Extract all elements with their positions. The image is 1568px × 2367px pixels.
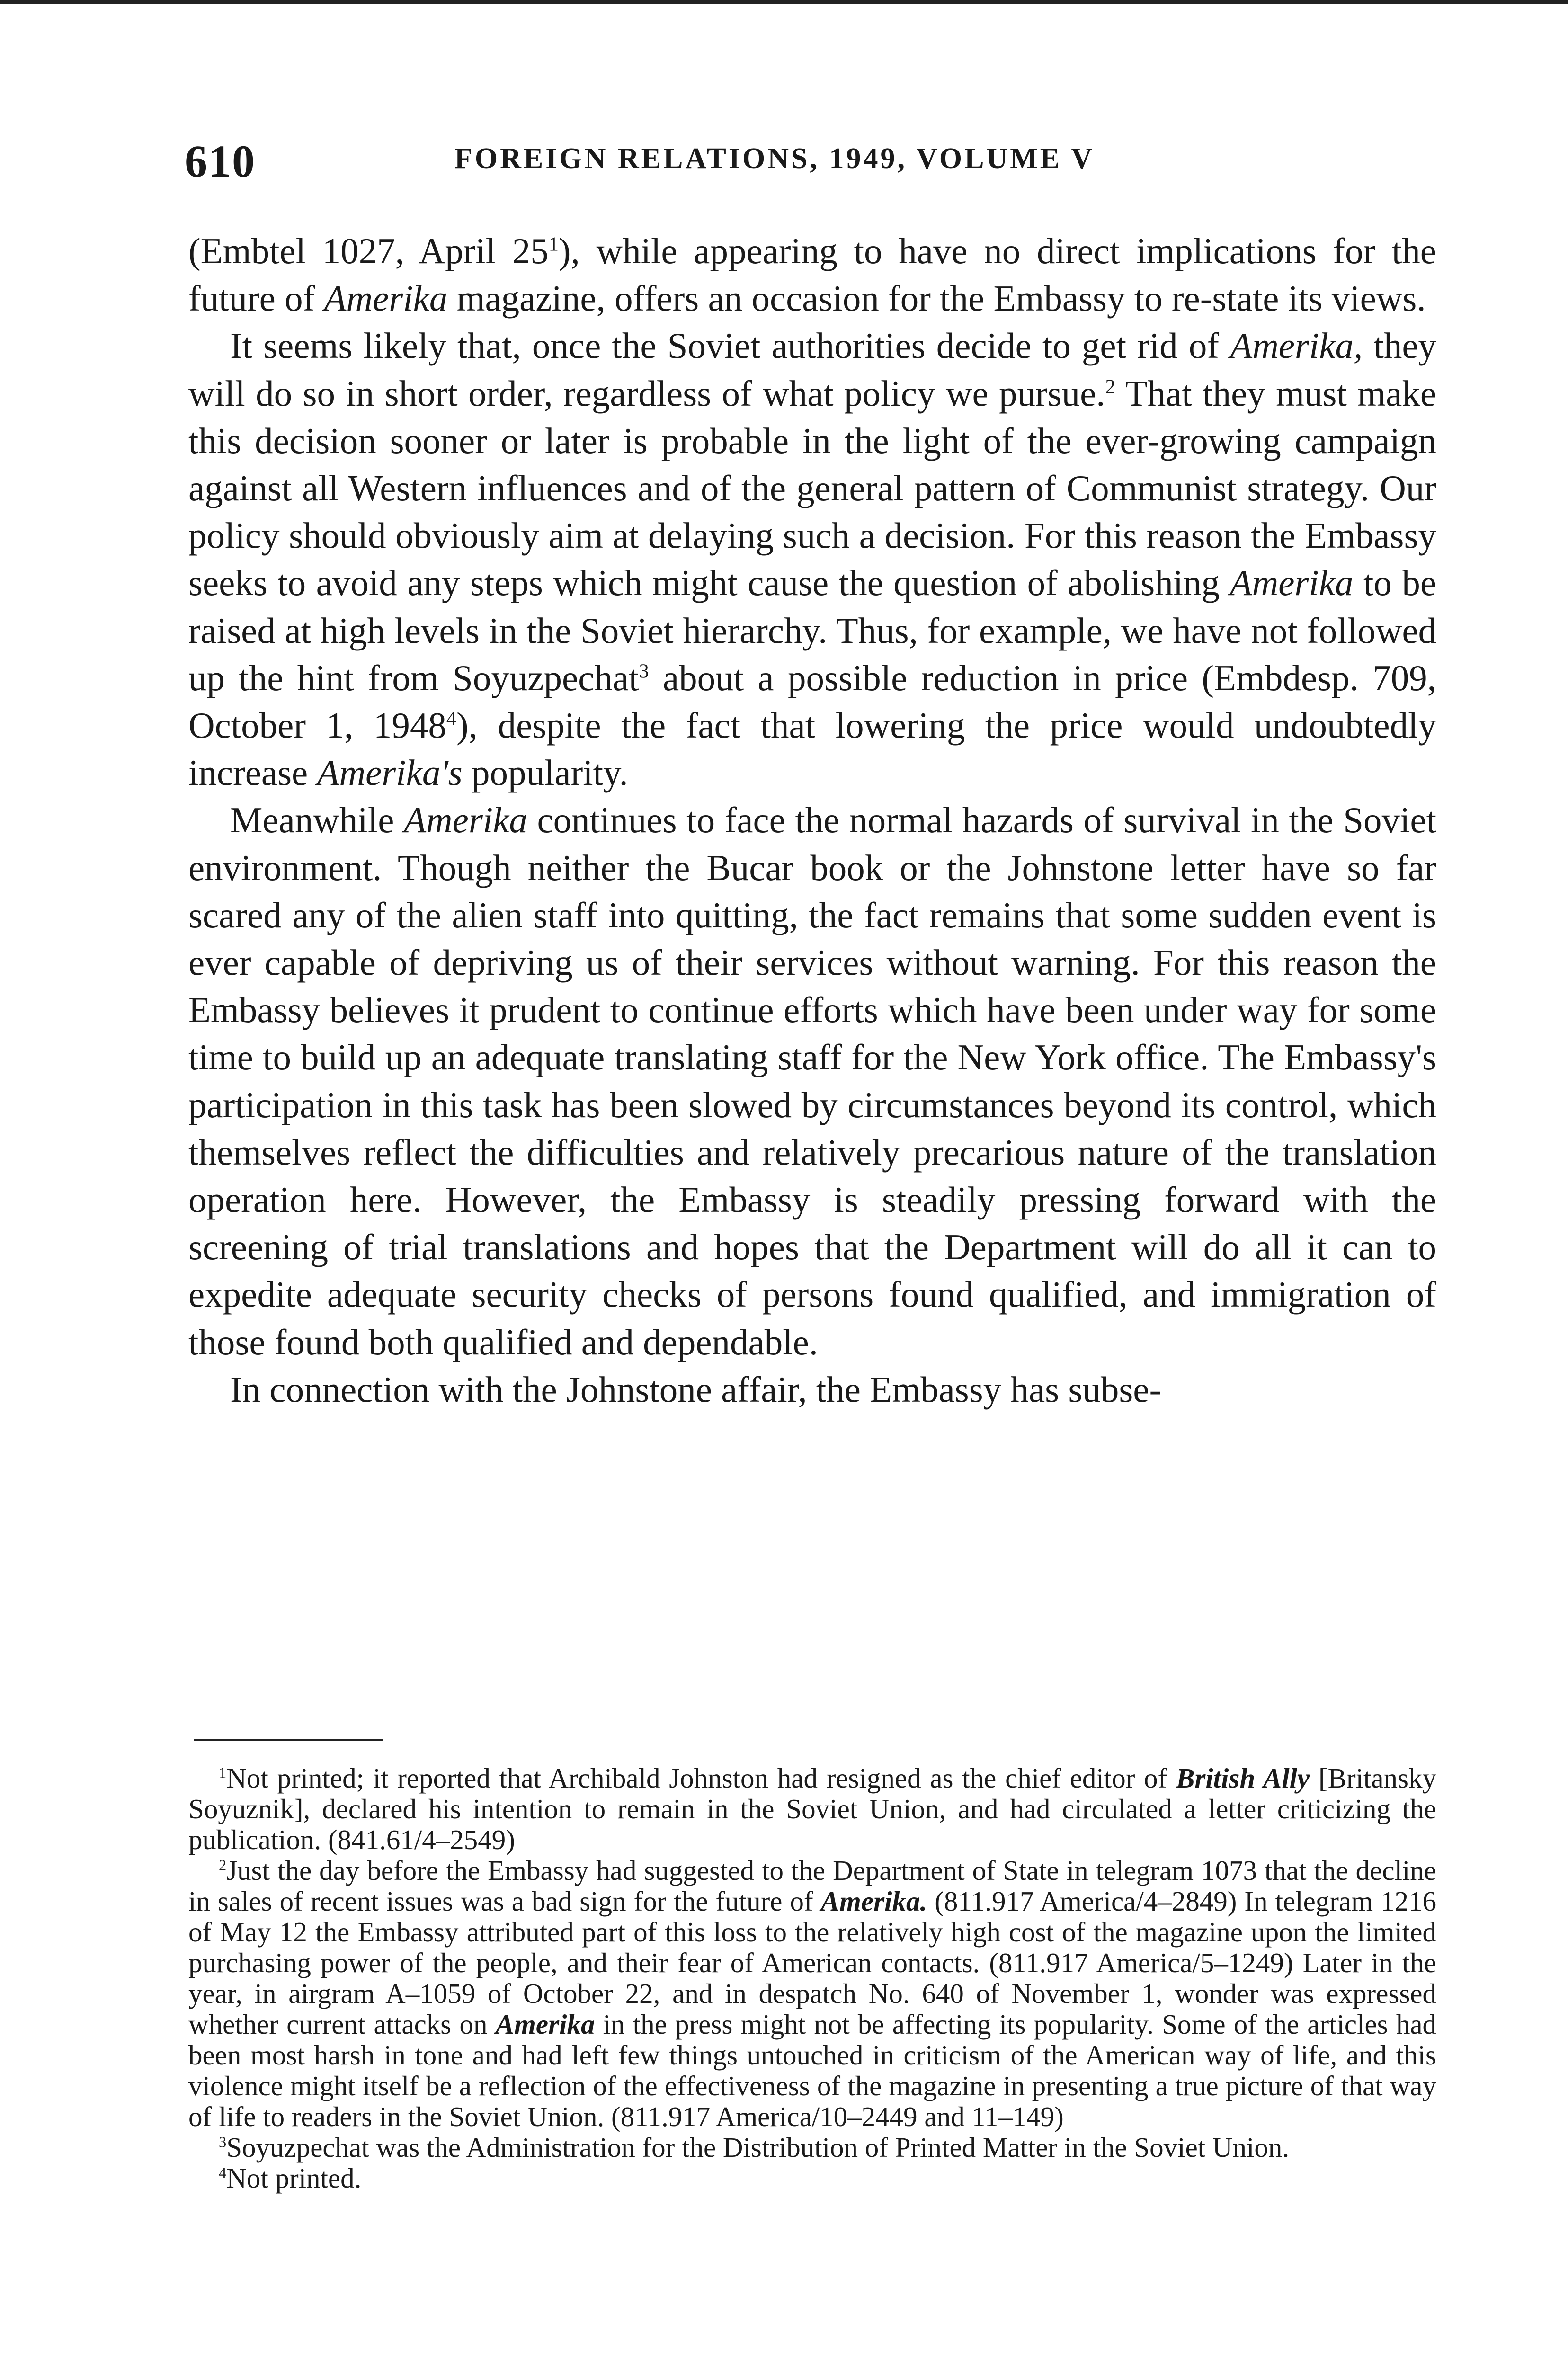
footnote-ref-3[interactable]: 3: [639, 660, 649, 683]
paragraph-2: It seems likely that, once the Soviet authorities decide to get rid of Amerika, they will do so in short order, regardless of what policy we pursue.$^2$ That they must make this decision sooner or later is probable in the light of the ever-growing campaign against all Western influences and of the general pattern of Communist strategy. Our policy should obviously aim at delaying such a decision. For this reason the Embassy seeks to avoid any steps which might cause the question of abolishing Amerika to be raised at high levels in the Soviet hierarchy. Thus, for example, we have not followed up the hint from Soyuzpechat$^3$ about a possible reduction in price (Embdesp. 709, October 1, 1948$^4$), despite the fact that lowering the price would undoubtedly increase Amerika's popularity.: [188, 325, 1437, 793]
footnotes: [188, 1763, 1436, 2194]
footnote-4: $^4$Not printed.: [219, 2162, 362, 2194]
paragraph-4: In connection with the Johnstone affair, the Embassy has subse-: [230, 1369, 1162, 1410]
footnote-ref-1[interactable]: 1: [548, 233, 559, 256]
footnote-1: $^1$Not printed; it reported that Archibald Johnston had resigned as the chief editor of British Ally [Britansky Soyuznik], declared his intention to remain in the Soviet Union, and had circulated a letter criticizing the publication. (841.61/4–2549): [188, 1762, 1437, 1855]
footnote-2: $^2$Just the day before the Embassy had suggested to the Department of State in telegram 1073 that the decline in sales of recent issues was a bad sign for the future of Amerika. (811.917 America/4–2849) In telegram 1216 of May 12 the Embassy attributed part of this loss to the relatively high cost of the magazine upon the limited purchasing power of the people, and their fear of American contacts. (811.917 America/5–1249) Later in the year, in airgram A–1059 of October 22, and in despatch No. 640 of November 1, wonder was expressed whether current attacks on Amerika in the press might not be affecting its popularity. Some of the articles had been most harsh in tone and had left few things untouched in criticism of the American way of life, and this violence might itself be a reflection of the effectiveness of the magazine in presenting a true picture of that way of life to readers in the Soviet Union. (811.917 America/10–2449 and 11–149): [188, 1855, 1437, 2132]
paragraph-1: (Embtel 1027, April $25^1$), while appearing to have no direct implications for the future of Amerika magazine, offers an occasion for the Embassy to re-state its views.: [188, 231, 1436, 319]
footnote-3: $^3$Soyuzpechat was the Administration for the Distribution of Printed Matter in the Soviet Union.: [219, 2132, 1290, 2163]
page-number: 610: [185, 136, 256, 187]
paragraph-3: Meanwhile Amerika continues to face the normal hazards of survival in the Soviet environment. Though neither the Bucar book or the Johnstone letter have so far scared any of the alien staff into quitting, the fact remains that some sudden event is ever capable of depriving us of their services without warning. For this reason the Embassy believes it prudent to continue efforts which have been under way for some time to build up an adequate translating staff for the New York office. The Embassy's participation in this task has been slowed by circumstances beyond its control, which themselves reflect the difficulties and relatively precarious nature of the translation operation here. However, the Embassy is steadily pressing forward with the screening of trial translations and hopes that the Department will do all it can to expedite adequate security checks of persons found qualified, and immigration of those found both qualified and dependable.: [188, 800, 1436, 1362]
footnote-ref-2[interactable]: 2: [1105, 375, 1115, 398]
main-text: [188, 227, 1436, 1413]
footnote-ref-4[interactable]: 4: [446, 707, 457, 730]
top-border: [0, 0, 1568, 4]
footnote-divider: [194, 1739, 383, 1741]
running-title: FOREIGN RELATIONS, 1949, VOLUME V: [454, 142, 1095, 175]
